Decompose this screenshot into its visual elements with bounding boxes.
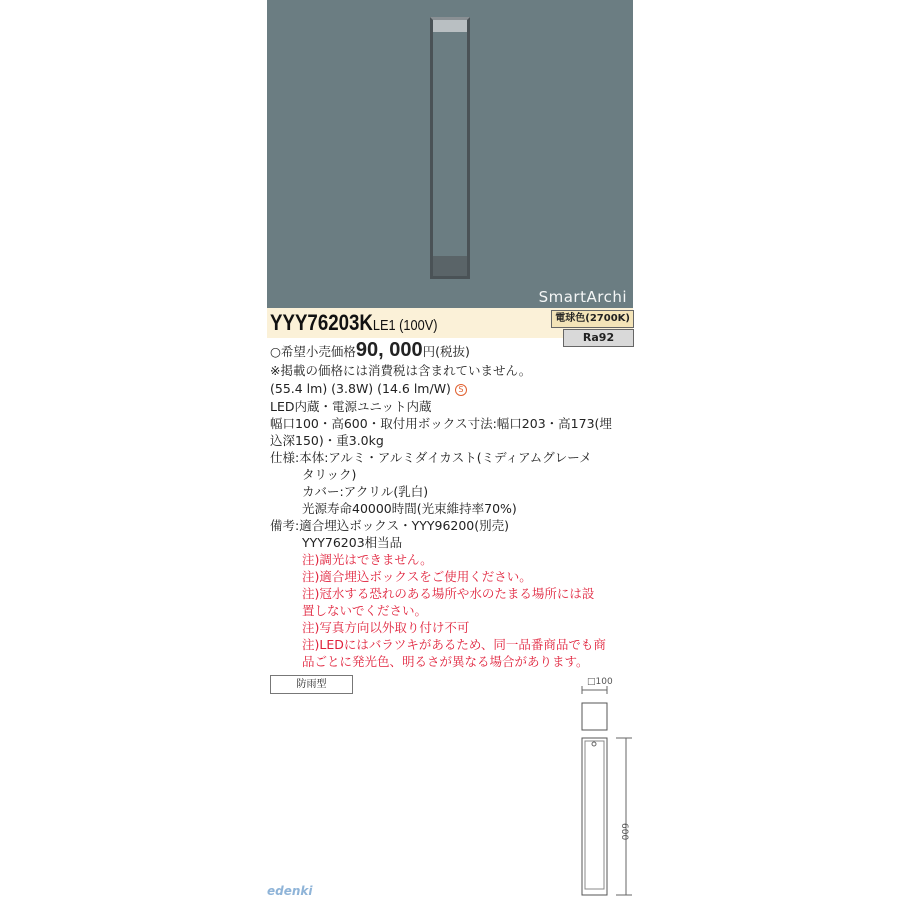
spec-line: 光源寿命40000時間(光束維持率70%) <box>302 501 517 516</box>
rainproof-label: 防雨型 <box>270 675 353 694</box>
edenki-logo: edenki <box>267 884 313 898</box>
tax-note: ※掲載の価格には消費税は含まれていません。 <box>270 363 532 378</box>
product-photo <box>267 0 633 308</box>
spec-line: 幅口100・高600・取付用ボックス寸法:幅口203・高173(埋 <box>270 416 612 431</box>
remarks-line: 備考:適合埋込ボックス・YYY96200(別売) <box>270 518 510 533</box>
note-line: 置しないでください。 <box>302 603 428 618</box>
model-number: YYY76203KLE1 (100V) <box>270 310 438 335</box>
ra-badge: Ra92 <box>563 329 634 347</box>
price-line: ○希望小売価格90, 000円(税抜) <box>270 339 470 361</box>
height-dimension-label: 600 <box>619 823 629 841</box>
spec-line: カバー:アクリル(乳白) <box>302 484 429 499</box>
note-line: 注)適合埋込ボックスをご使用ください。 <box>302 569 532 584</box>
performance: (55.4 lm) (3.8W) (14.6 lm/W) S <box>270 380 467 397</box>
spec-line: 仕様:本体:アルミ・アルミダイカスト(ミディアムグレーメ <box>270 450 592 465</box>
width-dimension-label: □100 <box>587 677 613 687</box>
s-mark-icon: S <box>455 384 467 396</box>
spec-line: タリック) <box>302 467 357 482</box>
color-temp-badge: 電球色(2700K) <box>551 310 634 328</box>
dimension-drawing <box>560 674 640 900</box>
brand-label: SmartArchi <box>538 288 627 306</box>
lamp-image <box>430 17 470 279</box>
note-line: 注)写真方向以外取り付け不可 <box>302 620 470 635</box>
note-line: 注)調光はできません。 <box>302 552 433 567</box>
note-line: 品ごとに発光色、明るさが異なる場合があります。 <box>302 654 589 669</box>
note-line: 注)LEDにはバラツキがあるため、同一品番商品でも商 <box>302 637 606 652</box>
remarks-line: YYY76203相当品 <box>302 535 403 550</box>
spec-line: LED内蔵・電源ユニット内蔵 <box>270 399 432 414</box>
spec-line: 込深150)・重3.0kg <box>270 433 384 448</box>
note-line: 注)冠水する恐れのある場所や水のたまる場所には設 <box>302 586 595 601</box>
